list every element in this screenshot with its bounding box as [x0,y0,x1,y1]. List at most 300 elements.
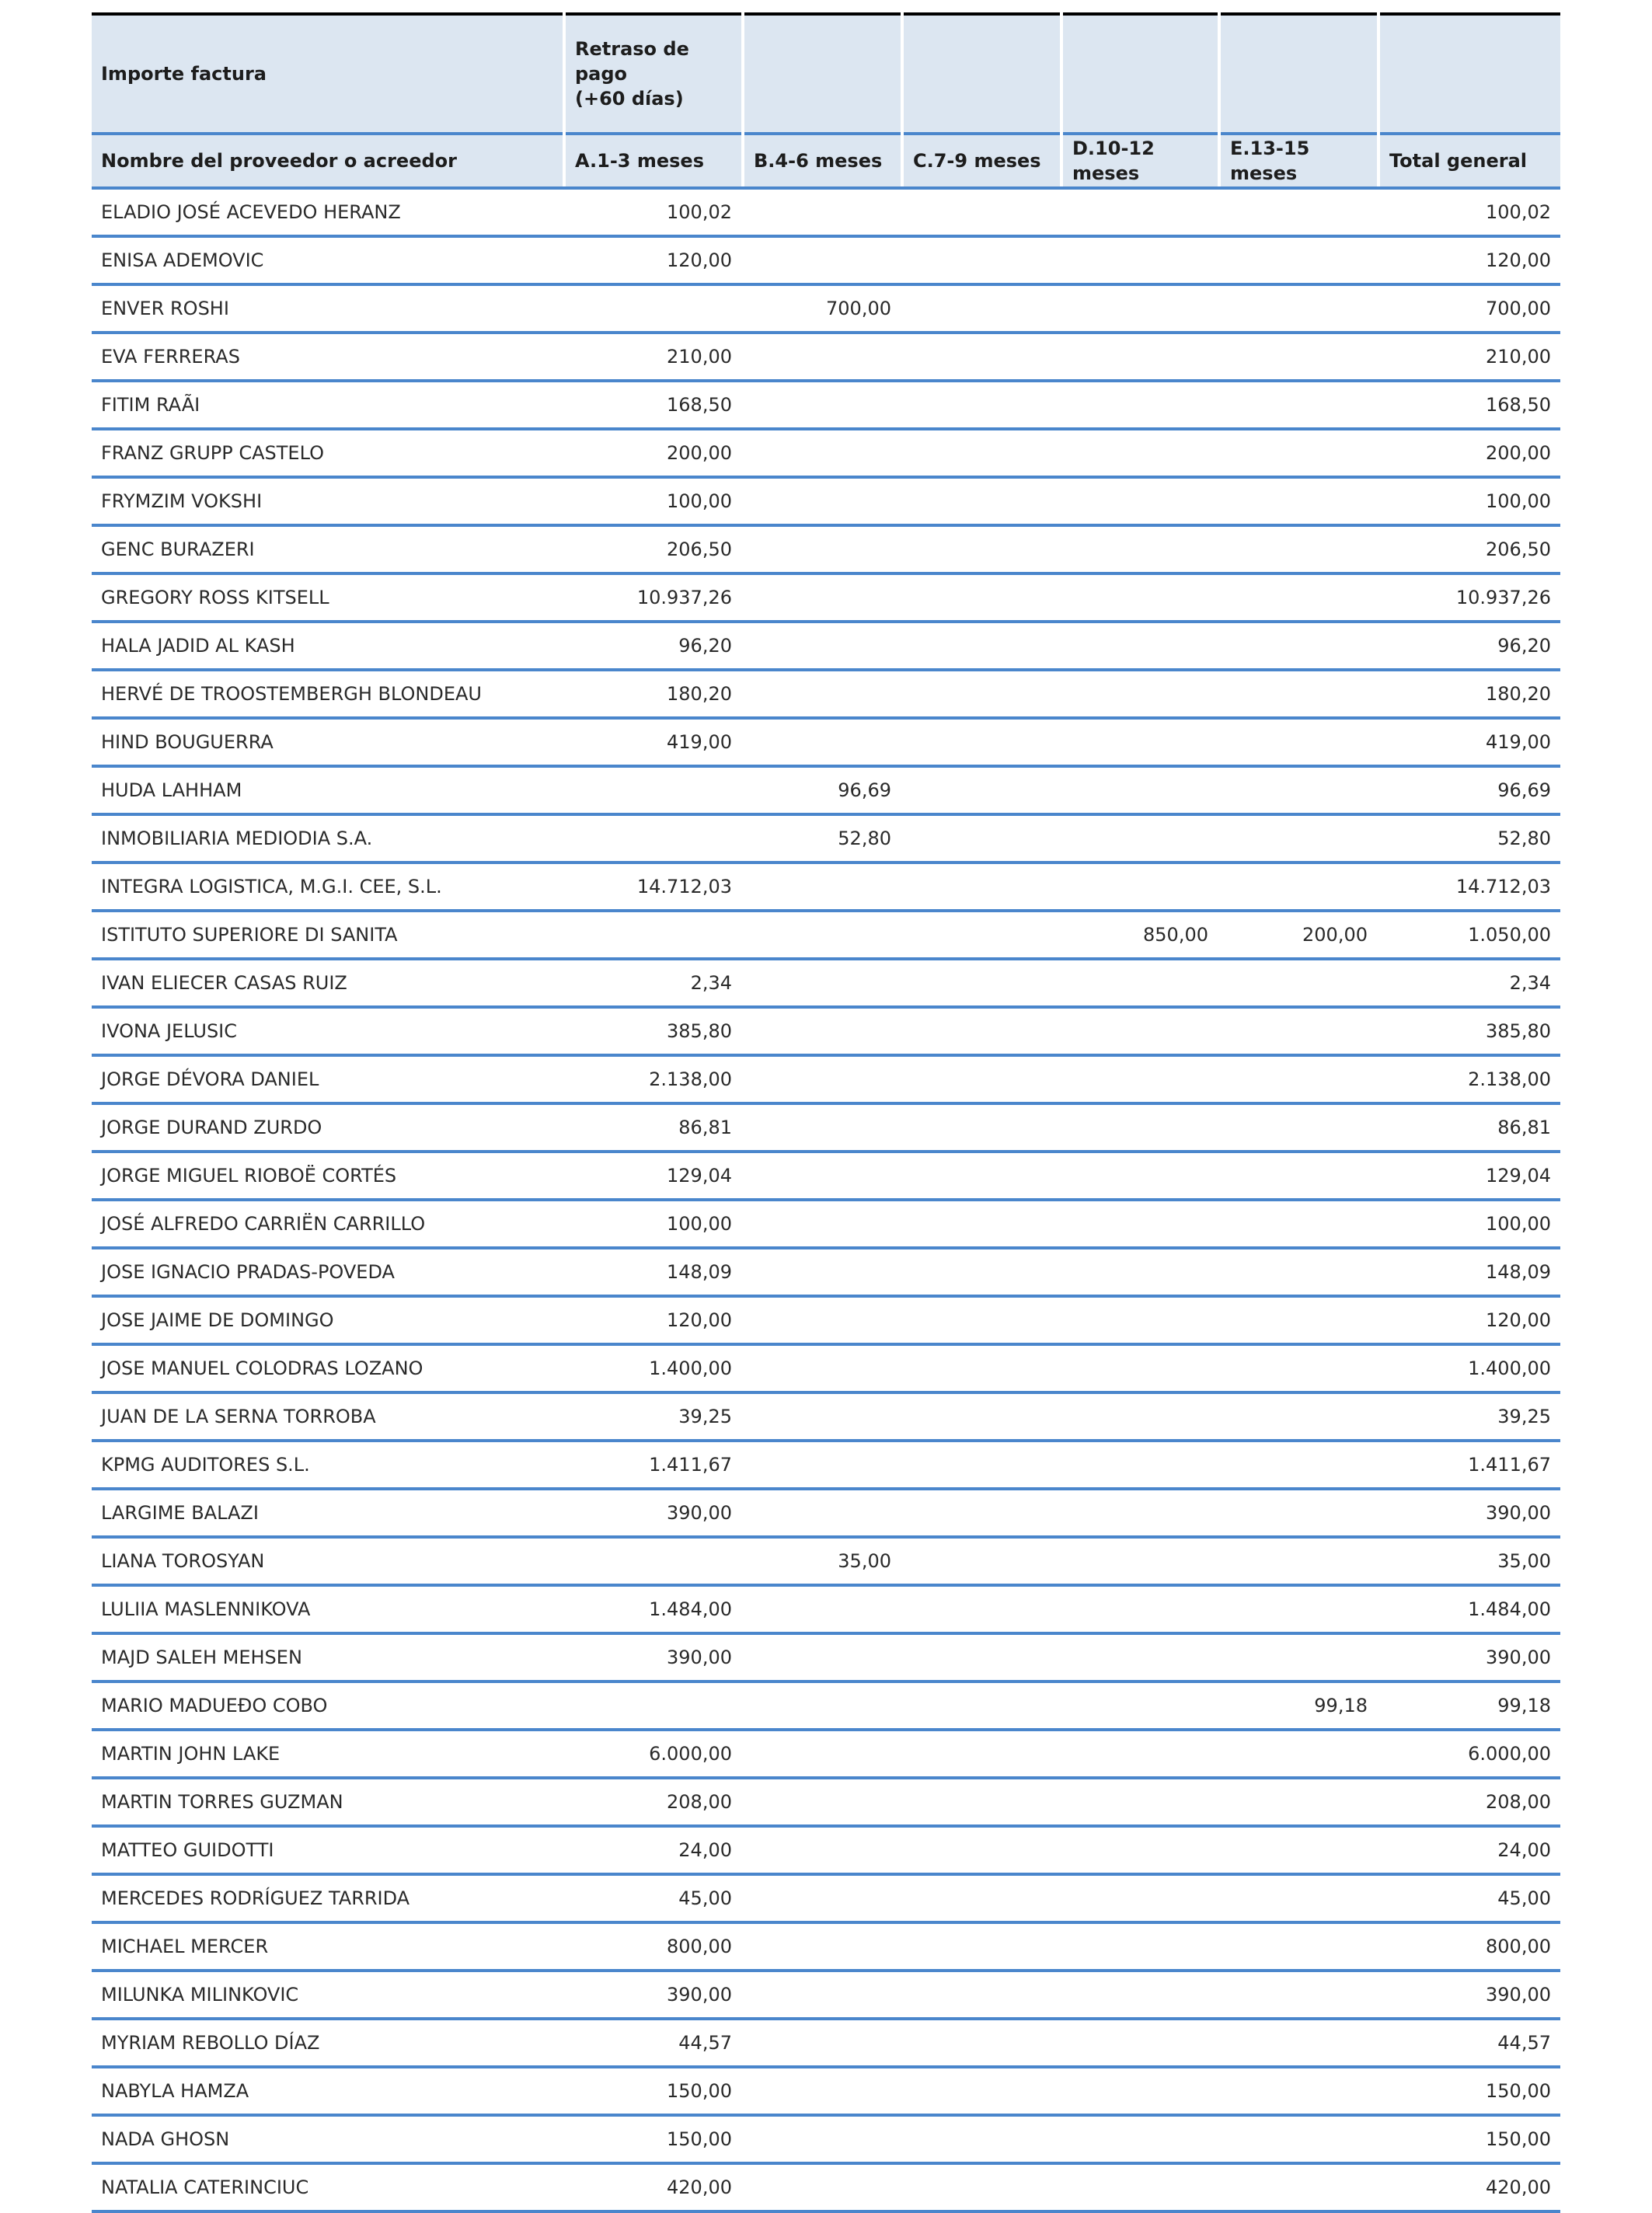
table-row [92,2115,1560,2163]
cell-d-10-12-meses [1061,1489,1219,1537]
cell-total-general: 39,25 [1378,1392,1560,1441]
cell-total-general: 206,50 [1378,525,1560,573]
cell-proveedor: LARGIME BALAZI [92,1489,564,1537]
table-row [92,284,1560,333]
cell-b-4-6-meses [743,2067,902,2115]
cell-e-13-15-meses [1219,2163,1378,2211]
cell-a-1-3-meses: 120,00 [564,236,743,284]
cell-proveedor: ELADIO JOSÉ ACEVEDO HERANZ [92,188,564,236]
cell-a-1-3-meses: 120,00 [564,1296,743,1344]
cell-proveedor: IVONA JELUSIC [92,1007,564,1055]
cell-total-general: 420,00 [1378,2163,1560,2211]
cell-d-10-12-meses: 850,00 [1061,911,1219,959]
cell-d-10-12-meses [1061,333,1219,381]
cell-total-general: 96,69 [1378,766,1560,814]
cell-e-13-15-meses [1219,284,1378,333]
cell-c-7-9-meses [902,1103,1061,1152]
cell-b-4-6-meses: 35,00 [743,1537,902,1585]
cell-d-10-12-meses [1061,2115,1219,2163]
cell-d-10-12-meses [1061,670,1219,718]
cell-c-7-9-meses [902,477,1061,525]
cell-b-4-6-meses [743,188,902,236]
cell-b-4-6-meses [743,2163,902,2211]
table-header [92,14,1560,188]
cell-total-general: 1.484,00 [1378,1585,1560,1633]
cell-e-13-15-meses [1219,1055,1378,1103]
header-empty-cell [743,14,902,134]
cell-proveedor: GENC BURAZERI [92,525,564,573]
cell-proveedor: GREGORY ROSS KITSELL [92,573,564,622]
cell-a-1-3-meses: 2.138,00 [564,1055,743,1103]
cell-proveedor: LIANA TOROSYAN [92,1537,564,1585]
table-row [92,670,1560,718]
cell-b-4-6-meses [743,1874,902,1922]
cell-d-10-12-meses [1061,236,1219,284]
cell-proveedor: ENISA ADEMOVIC [92,236,564,284]
cell-proveedor: MERCEDES RODRÍGUEZ TARRIDA [92,1874,564,1922]
cell-a-1-3-meses: 208,00 [564,1778,743,1826]
cell-a-1-3-meses: 385,80 [564,1007,743,1055]
cell-d-10-12-meses [1061,1537,1219,1585]
cell-e-13-15-meses [1219,1441,1378,1489]
cell-b-4-6-meses [743,429,902,477]
cell-b-4-6-meses [743,1441,902,1489]
cell-e-13-15-meses [1219,1152,1378,1200]
header-empty-cell [1219,14,1378,134]
table-row [92,814,1560,863]
cell-proveedor: HUDA LAHHAM [92,766,564,814]
cell-d-10-12-meses [1061,284,1219,333]
table-row [92,1441,1560,1489]
cell-proveedor: HALA JADID AL KASH [92,622,564,670]
cell-d-10-12-meses [1061,1826,1219,1874]
cell-d-10-12-meses [1061,1344,1219,1392]
cell-total-general: 24,00 [1378,1826,1560,1874]
cell-e-13-15-meses [1219,1971,1378,2019]
table-body [92,188,1560,2211]
cell-e-13-15-meses [1219,622,1378,670]
cell-d-10-12-meses [1061,2163,1219,2211]
cell-a-1-3-meses: 1.400,00 [564,1344,743,1392]
cell-b-4-6-meses [743,622,902,670]
cell-e-13-15-meses [1219,1778,1378,1826]
cell-total-general: 1.400,00 [1378,1344,1560,1392]
table-row [92,1007,1560,1055]
cell-proveedor: LULIIA MASLENNIKOVA [92,1585,564,1633]
cell-a-1-3-meses: 24,00 [564,1826,743,1874]
cell-e-13-15-meses [1219,573,1378,622]
table-row [92,429,1560,477]
cell-a-1-3-meses: 420,00 [564,2163,743,2211]
cell-e-13-15-meses [1219,236,1378,284]
table-row [92,1537,1560,1585]
cell-c-7-9-meses [902,1248,1061,1296]
cell-d-10-12-meses [1061,573,1219,622]
cell-c-7-9-meses [902,622,1061,670]
cell-e-13-15-meses [1219,333,1378,381]
cell-total-general: 120,00 [1378,236,1560,284]
col-header-a: A.1-3 meses [564,134,743,188]
cell-e-13-15-meses [1219,766,1378,814]
cell-b-4-6-meses [743,1344,902,1392]
cell-a-1-3-meses [564,814,743,863]
cell-total-general: 800,00 [1378,1922,1560,1971]
cell-a-1-3-meses: 129,04 [564,1152,743,1200]
cell-a-1-3-meses [564,766,743,814]
cell-total-general: 129,04 [1378,1152,1560,1200]
cell-e-13-15-meses [1219,863,1378,911]
cell-a-1-3-meses: 390,00 [564,1971,743,2019]
cell-b-4-6-meses [743,718,902,766]
cell-d-10-12-meses [1061,1730,1219,1778]
cell-c-7-9-meses [902,1007,1061,1055]
cell-d-10-12-meses [1061,381,1219,429]
cell-total-general: 208,00 [1378,1778,1560,1826]
cell-d-10-12-meses [1061,1441,1219,1489]
table-row [92,236,1560,284]
col-header-c: C.7-9 meses [902,134,1061,188]
table-row [92,525,1560,573]
table-row [92,1633,1560,1682]
cell-c-7-9-meses [902,911,1061,959]
table-row [92,2019,1560,2067]
cell-total-general: 10.937,26 [1378,573,1560,622]
cell-proveedor: JOSÉ ALFREDO CARRIËN CARRILLO [92,1200,564,1248]
cell-b-4-6-meses [743,1922,902,1971]
cell-proveedor: NADA GHOSN [92,2115,564,2163]
cell-b-4-6-meses [743,911,902,959]
cell-a-1-3-meses: 150,00 [564,2115,743,2163]
cell-proveedor: JOSE JAIME DE DOMINGO [92,1296,564,1344]
cell-a-1-3-meses: 100,00 [564,477,743,525]
cell-total-general: 6.000,00 [1378,1730,1560,1778]
table-row [92,1055,1560,1103]
cell-c-7-9-meses [902,1392,1061,1441]
cell-e-13-15-meses [1219,1296,1378,1344]
cell-total-general: 419,00 [1378,718,1560,766]
cell-proveedor: JORGE DURAND ZURDO [92,1103,564,1152]
cell-c-7-9-meses [902,670,1061,718]
col-header-d: D.10-12 meses [1061,134,1219,188]
cell-b-4-6-meses [743,333,902,381]
table-row [92,1392,1560,1441]
cell-c-7-9-meses [902,1537,1061,1585]
cell-c-7-9-meses [902,1489,1061,1537]
cell-total-general: 2.138,00 [1378,1055,1560,1103]
cell-a-1-3-meses: 44,57 [564,2019,743,2067]
cell-proveedor: JOSE IGNACIO PRADAS-POVEDA [92,1248,564,1296]
cell-a-1-3-meses: 45,00 [564,1874,743,1922]
cell-b-4-6-meses [743,2115,902,2163]
cell-total-general: 390,00 [1378,1633,1560,1682]
table-row [92,2163,1560,2211]
cell-a-1-3-meses [564,1537,743,1585]
table-row [92,381,1560,429]
header-row-columns [92,134,1560,188]
cell-a-1-3-meses: 150,00 [564,2067,743,2115]
cell-b-4-6-meses [743,1826,902,1874]
cell-e-13-15-meses [1219,477,1378,525]
cell-total-general: 52,80 [1378,814,1560,863]
cell-e-13-15-meses [1219,718,1378,766]
col-header-nombre: Nombre del proveedor o acreedor [92,134,564,188]
cell-b-4-6-meses [743,1152,902,1200]
cell-total-general: 100,00 [1378,477,1560,525]
table-row [92,1248,1560,1296]
table-row [92,1922,1560,1971]
cell-proveedor: MICHAEL MERCER [92,1922,564,1971]
cell-c-7-9-meses [902,2019,1061,2067]
cell-d-10-12-meses [1061,1971,1219,2019]
cell-e-13-15-meses [1219,188,1378,236]
cell-b-4-6-meses [743,236,902,284]
table-row [92,1344,1560,1392]
retraso-de-pago-label: Retraso de pago (+60 días) [575,38,689,110]
cell-c-7-9-meses [902,429,1061,477]
cell-c-7-9-meses [902,284,1061,333]
table-row [92,1778,1560,1826]
cell-total-general: 96,20 [1378,622,1560,670]
cell-d-10-12-meses [1061,1152,1219,1200]
cell-proveedor: ISTITUTO SUPERIORE DI SANITA [92,911,564,959]
cell-c-7-9-meses [902,1441,1061,1489]
cell-e-13-15-meses [1219,381,1378,429]
cell-total-general: 700,00 [1378,284,1560,333]
cell-b-4-6-meses [743,1585,902,1633]
cell-proveedor: KPMG AUDITORES S.L. [92,1441,564,1489]
cell-c-7-9-meses [902,1296,1061,1344]
header-empty-cell [1061,14,1219,134]
cell-b-4-6-meses [743,1200,902,1248]
cell-total-general: 210,00 [1378,333,1560,381]
cell-c-7-9-meses [902,573,1061,622]
cell-d-10-12-meses [1061,1007,1219,1055]
cell-total-general: 150,00 [1378,2115,1560,2163]
importe-factura-header: Importe factura [92,14,564,134]
cell-a-1-3-meses: 10.937,26 [564,573,743,622]
invoice-delay-table [92,12,1560,2213]
cell-c-7-9-meses [902,1922,1061,1971]
cell-total-general: 168,50 [1378,381,1560,429]
cell-c-7-9-meses [902,333,1061,381]
cell-a-1-3-meses: 6.000,00 [564,1730,743,1778]
cell-e-13-15-meses [1219,1248,1378,1296]
cell-total-general: 44,57 [1378,2019,1560,2067]
table-row [92,333,1560,381]
cell-total-general: 150,00 [1378,2067,1560,2115]
cell-d-10-12-meses [1061,1055,1219,1103]
cell-a-1-3-meses: 206,50 [564,525,743,573]
cell-b-4-6-meses [743,2019,902,2067]
cell-c-7-9-meses [902,1200,1061,1248]
cell-c-7-9-meses [902,1971,1061,2019]
table-row [92,1585,1560,1633]
cell-proveedor: MILUNKA MILINKOVIC [92,1971,564,2019]
cell-total-general: 385,80 [1378,1007,1560,1055]
cell-b-4-6-meses [743,1007,902,1055]
cell-total-general: 390,00 [1378,1489,1560,1537]
table-row [92,863,1560,911]
cell-d-10-12-meses [1061,2067,1219,2115]
cell-e-13-15-meses [1219,1007,1378,1055]
cell-b-4-6-meses [743,1633,902,1682]
cell-total-general: 2,34 [1378,959,1560,1007]
cell-a-1-3-meses: 1.411,67 [564,1441,743,1489]
cell-b-4-6-meses [743,1778,902,1826]
cell-c-7-9-meses [902,1874,1061,1922]
cell-d-10-12-meses [1061,1778,1219,1826]
cell-e-13-15-meses [1219,1585,1378,1633]
cell-total-general: 200,00 [1378,429,1560,477]
cell-d-10-12-meses [1061,1103,1219,1152]
cell-a-1-3-meses: 96,20 [564,622,743,670]
cell-e-13-15-meses [1219,1874,1378,1922]
cell-a-1-3-meses [564,911,743,959]
cell-proveedor: ENVER ROSHI [92,284,564,333]
cell-proveedor: EVA FERRERAS [92,333,564,381]
cell-e-13-15-meses [1219,1730,1378,1778]
cell-proveedor: INMOBILIARIA MEDIODIA S.A. [92,814,564,863]
cell-d-10-12-meses [1061,766,1219,814]
cell-proveedor: NABYLA HAMZA [92,2067,564,2115]
cell-e-13-15-meses [1219,814,1378,863]
cell-d-10-12-meses [1061,1922,1219,1971]
cell-d-10-12-meses [1061,863,1219,911]
cell-d-10-12-meses [1061,1248,1219,1296]
cell-b-4-6-meses [743,1682,902,1730]
cell-c-7-9-meses [902,1730,1061,1778]
cell-c-7-9-meses [902,236,1061,284]
cell-d-10-12-meses [1061,1200,1219,1248]
cell-e-13-15-meses [1219,429,1378,477]
cell-d-10-12-meses [1061,188,1219,236]
cell-d-10-12-meses [1061,2019,1219,2067]
cell-proveedor: JORGE MIGUEL RIOBOË CORTÉS [92,1152,564,1200]
cell-proveedor: JORGE DÉVORA DANIEL [92,1055,564,1103]
table-row [92,959,1560,1007]
cell-total-general: 86,81 [1378,1103,1560,1152]
cell-e-13-15-meses: 200,00 [1219,911,1378,959]
cell-d-10-12-meses [1061,622,1219,670]
cell-c-7-9-meses [902,1585,1061,1633]
table-row [92,622,1560,670]
cell-b-4-6-meses [743,1248,902,1296]
cell-c-7-9-meses [902,188,1061,236]
col-header-e: E.13-15 meses [1219,134,1378,188]
cell-total-general: 35,00 [1378,1537,1560,1585]
cell-c-7-9-meses [902,1826,1061,1874]
cell-total-general: 1.411,67 [1378,1441,1560,1489]
cell-proveedor: JOSE MANUEL COLODRAS LOZANO [92,1344,564,1392]
cell-c-7-9-meses [902,766,1061,814]
cell-b-4-6-meses: 700,00 [743,284,902,333]
cell-b-4-6-meses [743,863,902,911]
cell-total-general: 45,00 [1378,1874,1560,1922]
cell-d-10-12-meses [1061,718,1219,766]
cell-a-1-3-meses [564,284,743,333]
cell-total-general: 100,02 [1378,188,1560,236]
cell-a-1-3-meses: 2,34 [564,959,743,1007]
cell-total-general: 1.050,00 [1378,911,1560,959]
cell-proveedor: MARIO MADUEĐO COBO [92,1682,564,1730]
cell-total-general: 100,00 [1378,1200,1560,1248]
cell-a-1-3-meses: 86,81 [564,1103,743,1152]
cell-total-general: 180,20 [1378,670,1560,718]
cell-e-13-15-meses [1219,2115,1378,2163]
col-header-total: Total general [1378,134,1560,188]
cell-proveedor: FRANZ GRUPP CASTELO [92,429,564,477]
cell-a-1-3-meses: 100,02 [564,188,743,236]
cell-c-7-9-meses [902,2067,1061,2115]
table-row [92,1489,1560,1537]
cell-proveedor: FRYMZIM VOKSHI [92,477,564,525]
cell-e-13-15-meses [1219,525,1378,573]
cell-e-13-15-meses [1219,2019,1378,2067]
cell-a-1-3-meses: 419,00 [564,718,743,766]
table-row [92,1730,1560,1778]
cell-d-10-12-meses [1061,1874,1219,1922]
cell-proveedor: IVAN ELIECER CASAS RUIZ [92,959,564,1007]
cell-b-4-6-meses [743,477,902,525]
table-row [92,1103,1560,1152]
cell-total-general: 390,00 [1378,1971,1560,2019]
cell-total-general: 120,00 [1378,1296,1560,1344]
cell-b-4-6-meses [743,1730,902,1778]
cell-e-13-15-meses: 99,18 [1219,1682,1378,1730]
cell-c-7-9-meses [902,1778,1061,1826]
cell-d-10-12-meses [1061,959,1219,1007]
invoice-delay-table-container [92,12,1560,2213]
table-row [92,718,1560,766]
table-row [92,1682,1560,1730]
cell-e-13-15-meses [1219,1489,1378,1537]
cell-proveedor: MAJD SALEH MEHSEN [92,1633,564,1682]
cell-b-4-6-meses [743,525,902,573]
cell-d-10-12-meses [1061,1585,1219,1633]
col-header-b: B.4-6 meses [743,134,902,188]
table-row [92,1874,1560,1922]
table-row [92,1296,1560,1344]
table-row [92,1152,1560,1200]
cell-d-10-12-meses [1061,477,1219,525]
cell-a-1-3-meses: 14.712,03 [564,863,743,911]
cell-c-7-9-meses [902,1633,1061,1682]
table-row [92,1200,1560,1248]
cell-b-4-6-meses [743,1489,902,1537]
cell-a-1-3-meses: 390,00 [564,1489,743,1537]
cell-proveedor: HIND BOUGUERRA [92,718,564,766]
cell-e-13-15-meses [1219,1633,1378,1682]
cell-e-13-15-meses [1219,670,1378,718]
cell-b-4-6-meses [743,573,902,622]
cell-proveedor: FITIM RAÃI [92,381,564,429]
cell-b-4-6-meses [743,381,902,429]
cell-total-general: 99,18 [1378,1682,1560,1730]
cell-d-10-12-meses [1061,1296,1219,1344]
header-empty-cell [902,14,1061,134]
cell-e-13-15-meses [1219,1103,1378,1152]
header-row-top [92,14,1560,134]
cell-a-1-3-meses: 168,50 [564,381,743,429]
cell-c-7-9-meses [902,863,1061,911]
cell-c-7-9-meses [902,525,1061,573]
cell-c-7-9-meses [902,381,1061,429]
cell-b-4-6-meses [743,1392,902,1441]
cell-e-13-15-meses [1219,959,1378,1007]
cell-b-4-6-meses: 52,80 [743,814,902,863]
cell-c-7-9-meses [902,1682,1061,1730]
cell-a-1-3-meses: 210,00 [564,333,743,381]
